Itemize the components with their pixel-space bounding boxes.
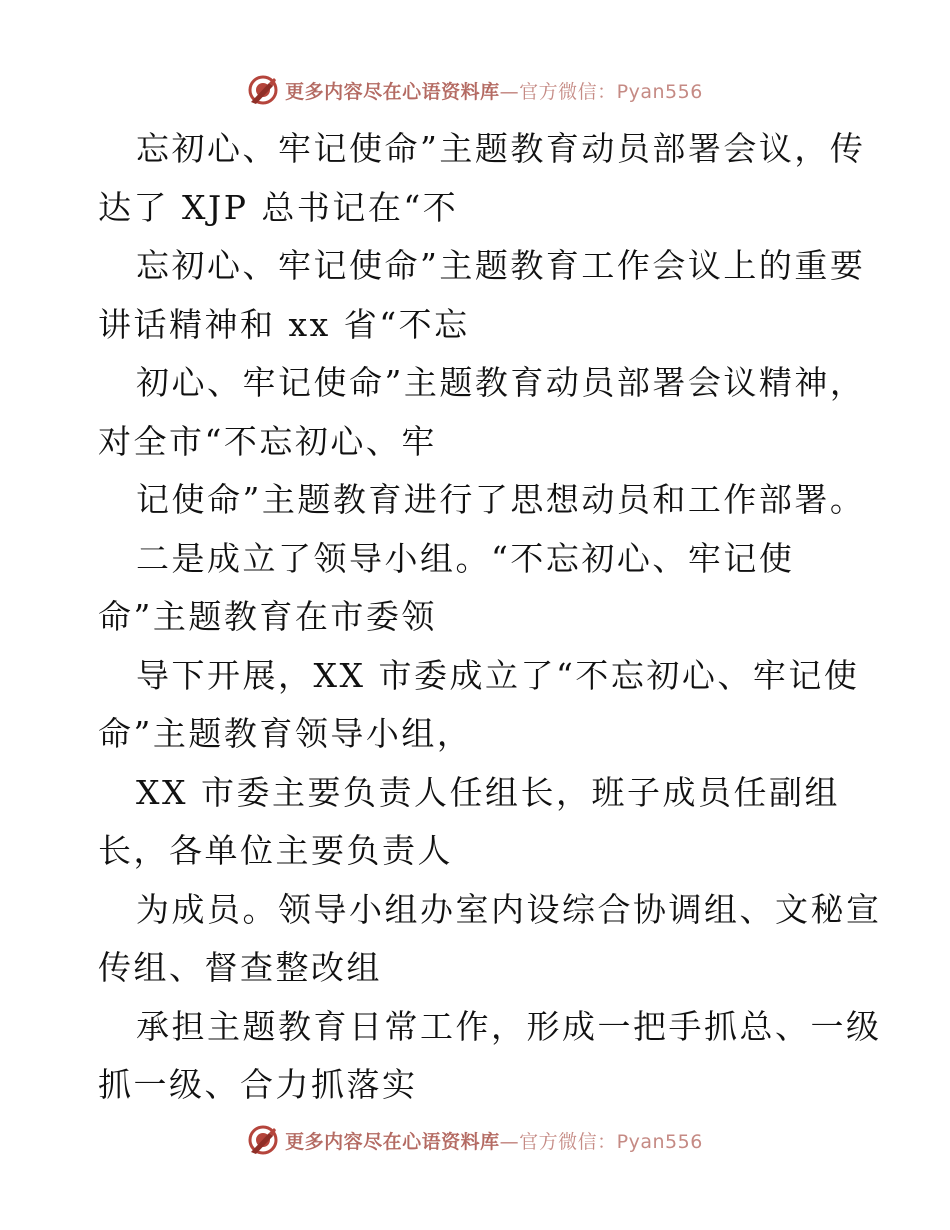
text-line: 长，各单位主要负责人 (98, 831, 453, 870)
text-line: 二是成立了领导小组。“不忘初心、牢记使 (136, 538, 795, 578)
text-line: 初心、牢记使命”主题教育动员部署会议精神， (136, 363, 866, 402)
text-line: 记使命”主题教育进行了思想动员和工作部署。 (136, 480, 866, 519)
header-watermark (0, 70, 950, 110)
text-line: 命”主题教育领导小组， (98, 714, 473, 753)
text-line: 导下开展，XX 市委成立了“不忘初心、牢记使 (136, 655, 860, 695)
pen-circle-logo-icon (247, 74, 279, 106)
text-line: 承担主题教育日常工作，形成一把手抓总、一级 (136, 1006, 882, 1046)
watermark-lead: 更多内容尽在心语资料库 (285, 80, 500, 103)
text-line: 达了 XJP 总书记在“不 (98, 187, 459, 227)
text-line: 讲话精神和 xx 省“不忘 (98, 304, 470, 344)
watermark-text (285, 1127, 703, 1154)
watermark-dash: — (499, 80, 520, 103)
text-line: XX 市委主要负责人任组长，班子成员任副组 (136, 772, 840, 812)
watermark-dash: — (499, 1130, 520, 1153)
footer-watermark (0, 1120, 950, 1160)
text-line: 对全市“不忘初心、牢 (98, 421, 437, 461)
pen-circle-logo-icon (247, 1124, 279, 1156)
text-line: 忘初心、牢记使命”主题教育动员部署会议，传 (136, 129, 866, 168)
watermark-wechat: 官方微信：Pyan556 (519, 1130, 703, 1153)
watermark-lead: 更多内容尽在心语资料库 (285, 1130, 500, 1153)
watermark-text (285, 77, 703, 104)
text-line: 为成员。领导小组办室内设综合协调组、文秘宣 (136, 889, 882, 929)
text-line: 传组、督查整改组 (98, 948, 382, 987)
watermark-wechat: 官方微信：Pyan556 (519, 80, 703, 103)
text-line: 抓一级、合力抓落实 (98, 1065, 418, 1104)
text-line: 忘初心、牢记使命”主题教育工作会议上的重要 (136, 246, 866, 285)
text-line: 命”主题教育在市委领 (98, 597, 437, 636)
document-body (98, 120, 898, 1115)
